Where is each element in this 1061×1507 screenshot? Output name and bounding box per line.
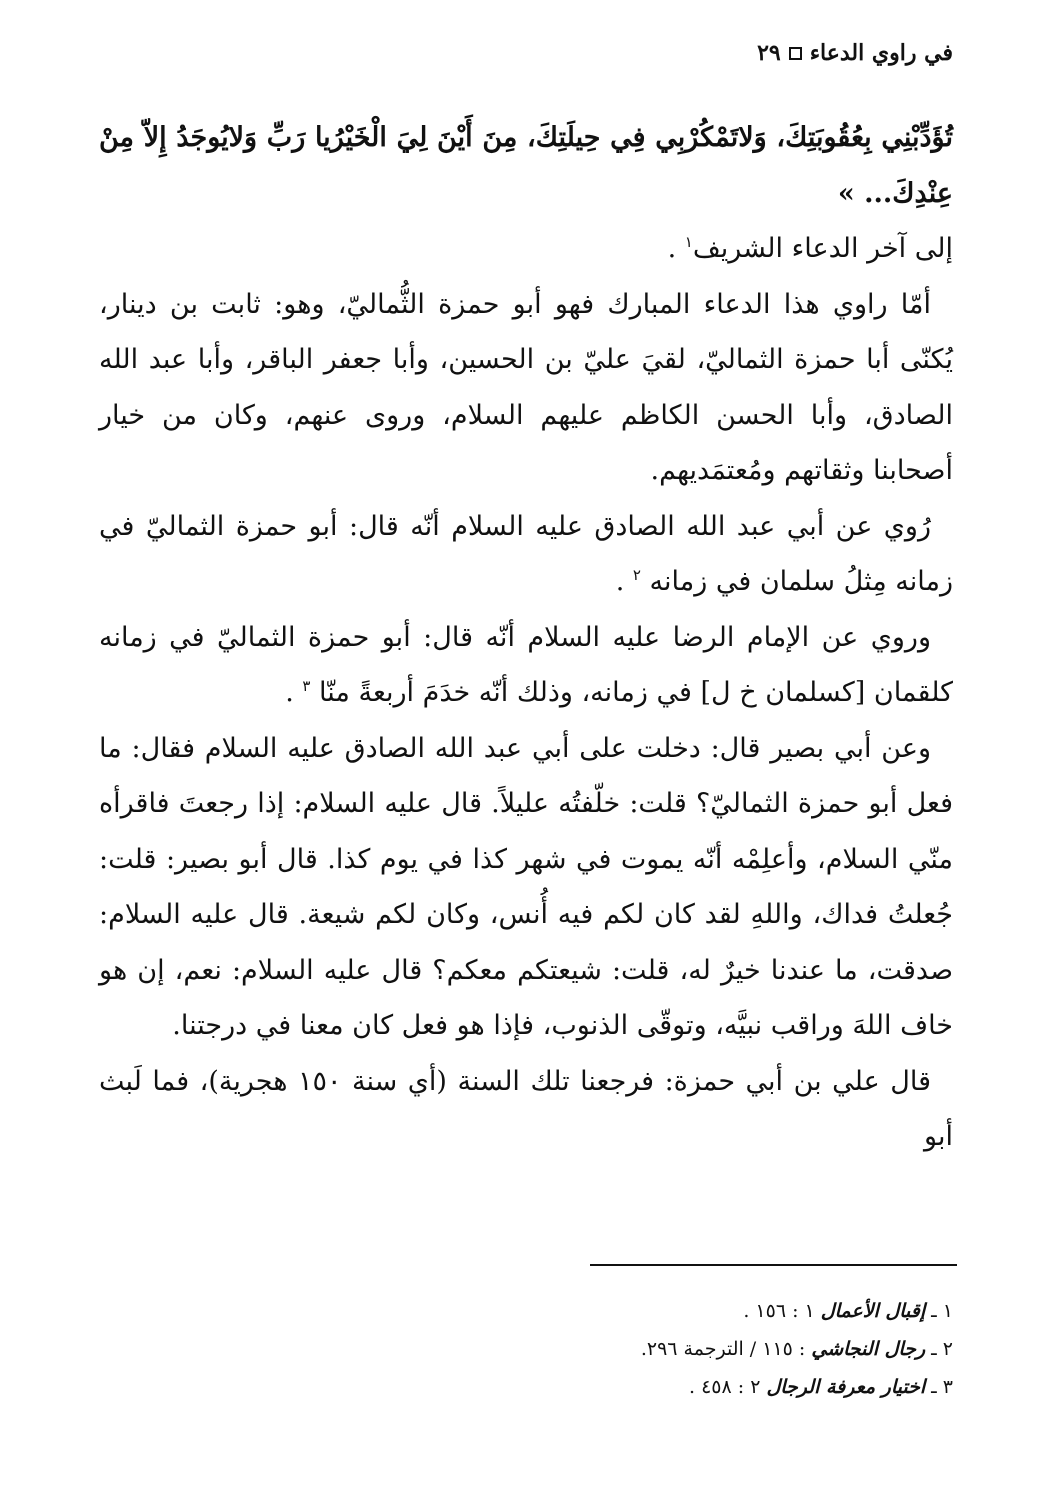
footnote-reference: : ١١٥ / الترجمة ٢٩٦. <box>640 1338 806 1360</box>
footnote-number: ٢ ـ <box>931 1338 953 1360</box>
paragraph-4-text: وروي عن الإمام الرضا عليه السلام أنّه قال: أبو حمزة الثماليّ في زمانه كلقمان [كسلمان خ ل] في زمانه، وذلك أنّه خدَمَ أربعةً منّا <box>99 621 953 708</box>
footnote-2 <box>641 1330 953 1368</box>
paragraph-5: وعن أبي بصير قال: دخلت على أبي عبد الله الصادق عليه السلام فقال: ما فعل أبو حمزة الثماليّ؟ قلت: خلّفتُه عليلاً. قال عليه السلام: إذا رجعتَ فاقرأه منّي السلام، وأعلِمْه أنّه يموت في شهر كذا في يوم كذا. قال أبو بصير: قلت: جُعلتُ فداك، واللهِ لقد كان لكم فيه أُنس، وكان لكم شيعة. قال عليه السلام: صدقت، ما عندنا خيرٌ له، قلت: شيعتكم معكم؟ قال عليه السلام: نعم، إن هو خاف اللهَ وراقب نبيَّه، وتوقّى الذنوب، فإذا هو فعل كان معنا في درجتنا. <box>99 732 953 1041</box>
footnote-mark-2: ٢ <box>632 566 641 584</box>
footnote-source-title: إقبال الأعمال <box>820 1300 926 1322</box>
footnote-reference: ١ : ١٥٦ . <box>743 1300 815 1322</box>
paragraph-4 <box>99 610 953 721</box>
footnotes <box>641 1292 953 1406</box>
paragraph-3-end: . <box>615 566 625 597</box>
paragraph-1-end: . <box>667 233 677 264</box>
page-number: ٢٩ <box>757 40 781 66</box>
paragraph-3-text: رُوي عن أبي عبد الله الصادق عليه السلام أنّه قال: أبو حمزة الثماليّ في زمانه مِثلُ سلمان في زمانه <box>99 510 953 597</box>
footnote-number: ٣ ـ <box>931 1376 953 1398</box>
footnote-reference: ٢ : ٤٥٨ . <box>688 1376 761 1398</box>
paragraph-6: قال علي بن أبي حمزة: فرجعنا تلك السنة (أي سنة ١٥٠ هجرية)، فما لَبث أبو <box>99 1065 953 1152</box>
paragraph-1-text: إلى آخر الدعاء الشريف <box>692 233 953 264</box>
footnote-mark-3: ٣ <box>302 677 311 695</box>
paragraph-1 <box>99 221 953 277</box>
paragraph-4-end: . <box>285 677 294 708</box>
header-title: في راوي الدعاء <box>809 40 953 66</box>
footnote-mark-1: ١ <box>684 233 693 251</box>
footnote-source-title: رجال النجاشي <box>811 1338 926 1360</box>
footnote-source-title: اختيار معرفة الرجال <box>766 1376 926 1398</box>
verse-line: تُؤَدِّبْنِي بِعُقُوبَتِكَ، وَلاتَمْكُرْبِي فِي حِيلَتِكَ، مِنَ أَيْنَ لِيَ الْخَيْرُيا رَبِّ وَلايُوجَدُ إِلاّ مِنْ عِنْدِكَ... » <box>99 122 953 209</box>
square-bullet-icon <box>789 47 802 60</box>
footnote-1 <box>641 1292 953 1330</box>
running-header <box>757 40 953 66</box>
footnote-3 <box>641 1368 953 1406</box>
footnote-separator <box>590 1264 957 1266</box>
footnote-number: ١ ـ <box>931 1300 953 1322</box>
paragraph-3 <box>99 499 953 610</box>
paragraph-2: أمّا راوي هذا الدعاء المبارك فهو أبو حمزة الثُّماليّ، وهو: ثابت بن دينار، يُكنّى أبا حمزة الثماليّ، لقيَ عليّ بن الحسين، وأبا جعفر الباقر، وأبا عبد الله الصادق، وأبا الحسن الكاظم عليهم السلام، وروى عنهم، وكان من خيار أصحابنا وثقاتهم ومُعتمَديهم. <box>99 288 953 486</box>
main-text <box>99 110 953 1165</box>
